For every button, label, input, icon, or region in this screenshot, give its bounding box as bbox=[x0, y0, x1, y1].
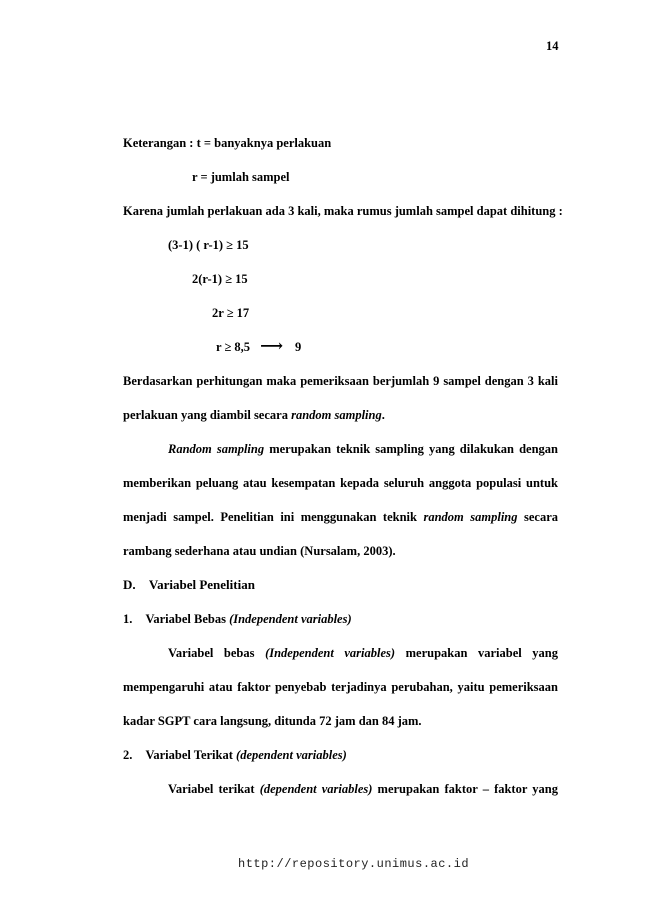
item-1-line-3: kadar SGPT cara langsung, ditunda 72 jam dan 84 jam. bbox=[123, 714, 422, 728]
paragraph-1-italic: random sampling bbox=[291, 408, 382, 422]
section-d-heading bbox=[123, 577, 255, 593]
paragraph-2-text-3: menjadi sampel. Penelitian ini menggunakan teknik bbox=[123, 510, 424, 524]
item-1-heading bbox=[123, 611, 352, 627]
item-2-text-1: Variabel terikat bbox=[168, 782, 260, 796]
formula-step-3: 2r ≥ 17 bbox=[212, 306, 250, 320]
formula-step-4 bbox=[216, 339, 301, 355]
page-number: 14 bbox=[546, 39, 559, 53]
item-1-number: 1. bbox=[123, 612, 133, 626]
paragraph-1-line-2 bbox=[123, 407, 385, 423]
item-2-title: Variabel Terikat bbox=[145, 748, 237, 762]
item-1-title: Variabel Bebas bbox=[145, 612, 230, 626]
paragraph-2-italic-1: Random sampling bbox=[168, 442, 265, 456]
paragraph-1-line-1: Berdasarkan perhitungan maka pemeriksaan berjumlah 9 sampel dengan 3 kali bbox=[123, 374, 558, 388]
paragraph-2-line-1 bbox=[168, 441, 558, 457]
footer-url[interactable]: http://repository.unimus.ac.id bbox=[238, 857, 470, 871]
paragraph-1-text: perlakuan yang diambil secara bbox=[123, 408, 292, 422]
paragraph-2-text-1: merupakan teknik sampling yang dilakukan dengan bbox=[264, 442, 559, 456]
keterangan-line-1: Keterangan : t = banyaknya perlakuan bbox=[123, 136, 332, 150]
paragraph-2-text-3b: secara bbox=[517, 510, 559, 524]
section-d-title: Variabel Penelitian bbox=[148, 577, 255, 592]
paragraph-1-period: . bbox=[381, 408, 385, 422]
paragraph-2-italic-3: random sampling bbox=[423, 510, 518, 524]
formula-step-4-left: r ≥ 8,5 bbox=[216, 340, 251, 354]
item-2-heading bbox=[123, 747, 347, 763]
paragraph-2-line-4: rambang sederhana atau undian (Nursalam, 2003). bbox=[123, 544, 396, 558]
item-1-line-1 bbox=[168, 645, 558, 661]
formula-step-4-right: 9 bbox=[295, 340, 302, 354]
arrow-right-icon: ⟶ bbox=[260, 338, 283, 355]
formula-step-1: (3-1) ( r-1) ≥ 15 bbox=[168, 238, 249, 252]
item-1-line-2: mempengaruhi atau faktor penyebab terjadinya perubahan, yaitu pemeriksaan bbox=[123, 680, 558, 694]
item-2-italic-1: (dependent variables) bbox=[259, 782, 373, 796]
item-1-title-italic: (Independent variables) bbox=[229, 612, 352, 626]
keterangan-line-2: r = jumlah sampel bbox=[192, 170, 290, 184]
formula-step-2: 2(r-1) ≥ 15 bbox=[192, 272, 248, 286]
item-2-title-italic: (dependent variables) bbox=[236, 748, 347, 762]
item-2-line-1 bbox=[168, 781, 558, 797]
section-d-label: D. bbox=[123, 577, 136, 592]
item-2-number: 2. bbox=[123, 748, 133, 762]
paragraph-2-line-3 bbox=[123, 509, 558, 525]
formula-intro: Karena jumlah perlakuan ada 3 kali, maka rumus jumlah sampel dapat dihitung : bbox=[123, 204, 563, 218]
item-1-text-1b: merupakan variabel yang bbox=[395, 646, 558, 660]
item-1-italic-1: (Independent variables) bbox=[265, 646, 396, 660]
item-2-text-1b: merupakan faktor – faktor yang bbox=[372, 782, 558, 796]
paragraph-2-line-2: memberikan peluang atau kesempatan kepada seluruh anggota populasi untuk bbox=[123, 476, 558, 490]
item-1-text-1: Variabel bebas bbox=[168, 646, 266, 660]
